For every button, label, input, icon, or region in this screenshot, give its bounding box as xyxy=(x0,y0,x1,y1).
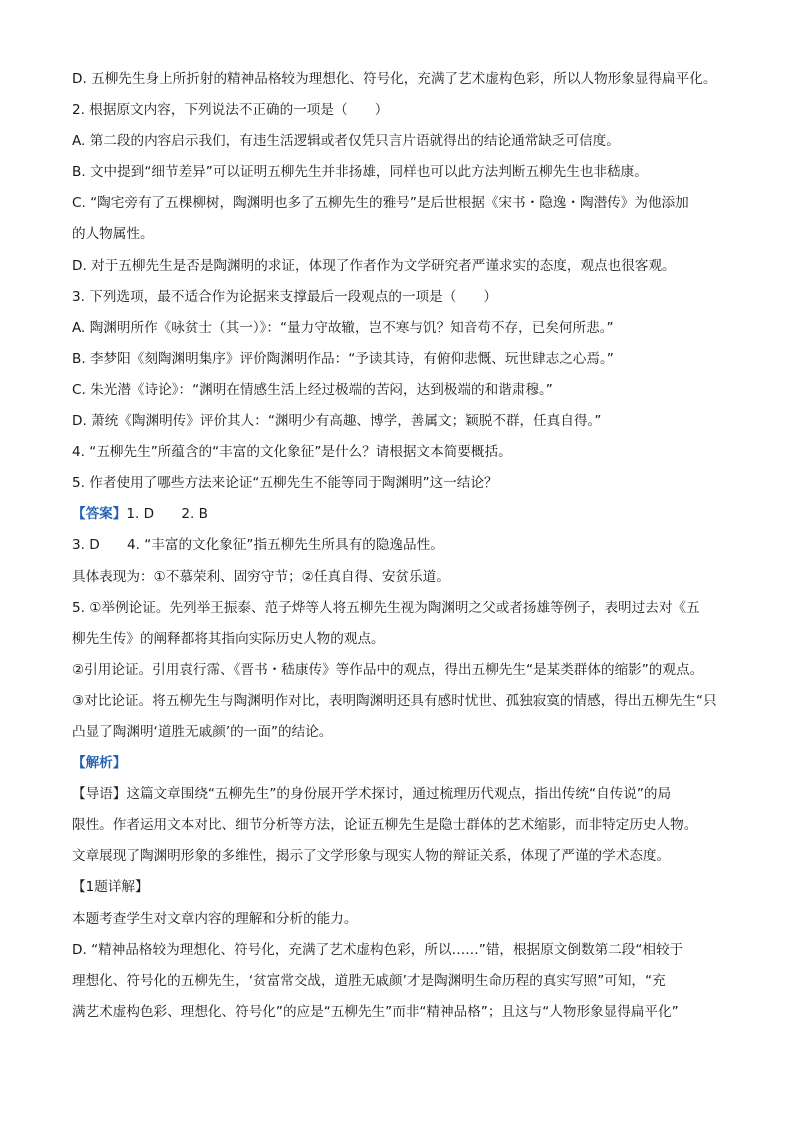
q1-detail-heading: 【1题详解】 xyxy=(72,879,149,896)
analysis-heading xyxy=(72,748,732,779)
question-5: 5. 作者使用了哪些方法来论证“五柳先生不能等同于陶渊明”这一结论？ xyxy=(72,475,498,492)
answer-tag: 【答案】 xyxy=(72,506,127,523)
analysis-line: 文章展现了陶渊明形象的多维性，揭示了文学形象与现实人物的辩证关系，体现了严谨的学术态度。 xyxy=(72,848,671,865)
option-c-q2: C. “陶宅旁有了五棵柳树，陶渊明也多了五柳先生的雅号”是后世根据《宋书・隐逸・陶潜传》为他添加 xyxy=(72,195,689,212)
question-2: 2. 根据原文内容，下列说法不正确的一项是（ ） xyxy=(72,102,389,119)
answer-3-4: 3. D 4. “丰富的文化象征”指五柳先生所具有的隐逸品性。 xyxy=(72,537,444,554)
option-c-q3: C. 朱光潜《诗论》：“渊明在情感生活上经过极端的苦闷，达到极端的和谐肃穆。” xyxy=(72,381,553,398)
answer-5-line1: 5. ①举例论证。先列举王振泰、范子烨等人将五柳先生视为陶渊明之父或者扬雄等例子，表明过去对《五 xyxy=(72,599,700,616)
option-b-q3: B. 李梦阳《刻陶渊明集序》评价陶渊明作品：“予读其诗，有俯仰悲慨、玩世肆志之心焉。” xyxy=(72,350,614,367)
answer-line xyxy=(72,499,732,530)
answer-5-line4: ③对比论证。将五柳先生与陶渊明作对比，表明陶渊明还具有感时忧世、孤独寂寞的情感，得出五柳先生“只 xyxy=(72,692,717,709)
question-4: 4. “五柳先生”所蕴含的“丰富的文化象征”是什么？请根据文本简要概括。 xyxy=(72,444,512,461)
option-a-q3: A. 陶渊明所作《咏贫士（其一）》：“量力守故辙，岂不寒与饥？知音苟不存，已矣何所悲。” xyxy=(72,319,614,336)
option-d-q3: D. 萧统《陶渊明传》评价其人：“渊明少有高趣、博学，善属文；颖脱不群，任真自得。” xyxy=(72,413,602,430)
analysis-line: 理想化、符号化的五柳先生，‘贫富常交战，道胜无戚颜’才是陶渊明生命历程的真实写照”可知，“充 xyxy=(72,972,666,989)
analysis-line: D. “精神品格较为理想化、符号化，充满了艺术虚构色彩，所以……”错，根据原文倒数第二段“相较于 xyxy=(72,941,684,958)
analysis-tag: 【解析】 xyxy=(72,755,127,772)
answer-5-line5: 凸显了陶渊明‘道胜无戚颜’的一面”的结论。 xyxy=(72,723,333,740)
option-c-q2-cont: 的人物属性。 xyxy=(72,226,154,243)
analysis-line: 限性。作者运用文本对比、细节分析等方法，论证五柳先生是隐士群体的艺术缩影，而非特定历史人物。 xyxy=(72,817,698,834)
option-d-q1: D. 五柳先生身上所折射的精神品格较为理想化、符号化，充满了艺术虚构色彩，所以人物形象显得扁平化。 xyxy=(72,71,717,87)
document-page xyxy=(72,64,732,1028)
option-b-q2: B. 文中提到“细节差异”可以证明五柳先生并非扬雄，同样也可以此方法判断五柳先生也非嵇康。 xyxy=(72,164,648,181)
analysis-line: 本题考查学生对文章内容的理解和分析的能力。 xyxy=(72,910,358,927)
option-d-q2: D. 对于五柳先生是否是陶渊明的求证，体现了作者作为文学研究者严谨求实的态度，观点也很客观。 xyxy=(72,257,676,274)
option-a-q2: A. 第二段的内容启示我们，有违生活逻辑或者仅凭只言片语就得出的结论通常缺乏可信度。 xyxy=(72,133,620,150)
analysis-line: 【导语】这篇文章围绕“五柳先生”的身份展开学术探讨，通过梳理历代观点，指出传统“自传说”的局 xyxy=(72,786,672,803)
analysis-line: 满艺术虚构色彩、理想化、符号化”的应是“五柳先生”而非“精神品格”；且这与“人物形象显得扁平化” xyxy=(72,1003,679,1020)
answer-values: 1. D 2. B xyxy=(126,506,208,523)
answer-4-detail: 具体表现为：①不慕荣利、固穷守节；②任真自得、安贫乐道。 xyxy=(72,568,450,585)
answer-5-line3: ②引用论证。引用袁行霈、《晋书・嵇康传》等作品中的观点，得出五柳先生“是某类群体的缩影”的观点。 xyxy=(72,661,704,678)
answer-5-line2: 柳先生传》的阐释都将其指向实际历史人物的观点。 xyxy=(72,630,385,647)
question-3: 3. 下列选项，最不适合作为论据来支撑最后一段观点的一项是（ ） xyxy=(72,288,498,305)
